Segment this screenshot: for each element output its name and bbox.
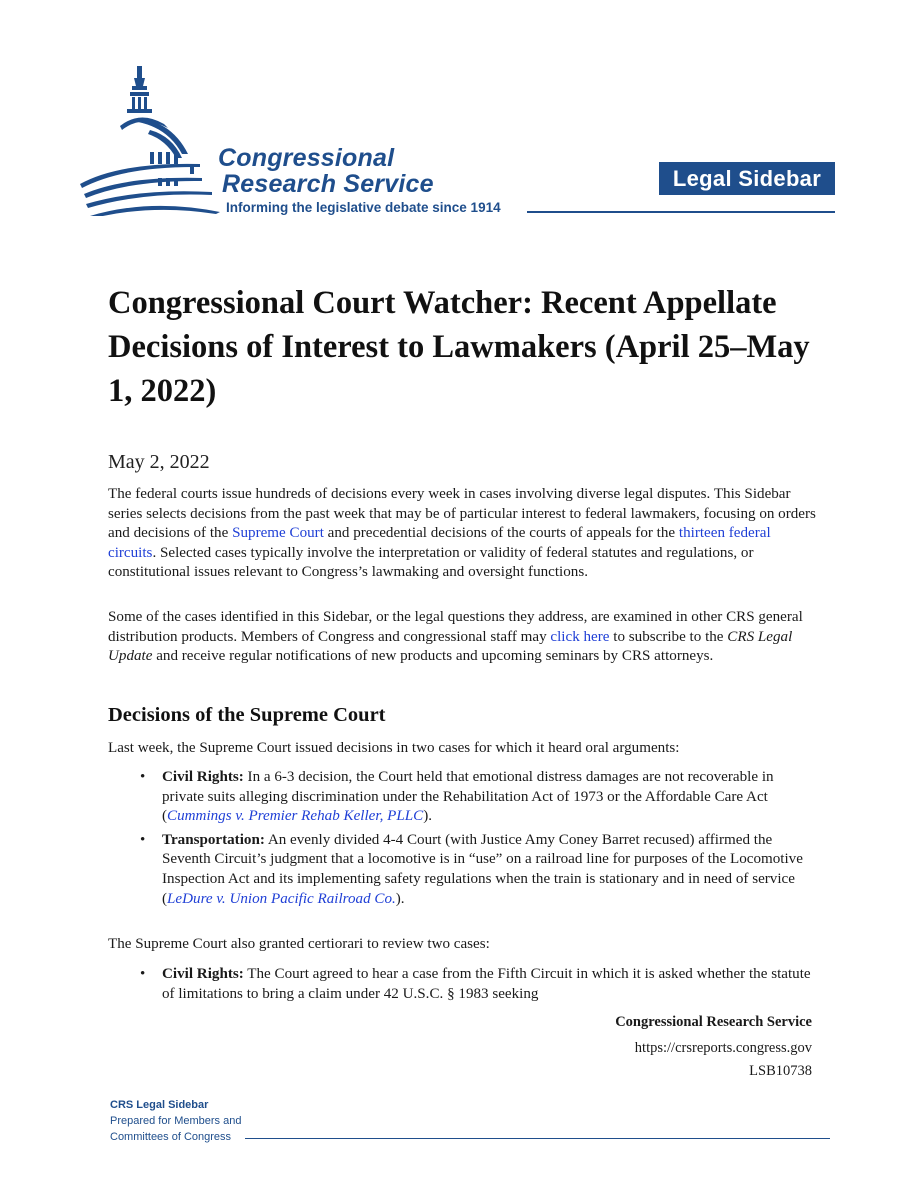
item-text: An evenly divided 4-4 Court (with Justice Amy Coney Barret recused) affirmed the Seventh Circuit’s judgment that a locomotive is in “use” on a railroad line for purposes of the Locomotive Inspection Act and its implementing safety regulations when the train is stationary and in need of service (	[162, 831, 803, 907]
footer-org: Congressional Research Service	[615, 1014, 812, 1030]
sidebar-committees-line: Committees of Congress	[110, 1131, 232, 1143]
bullet-icon: •	[140, 831, 146, 848]
subscription-text-3: and receive regular notifications of new products and upcoming seminars by CRS attorneys.	[152, 648, 714, 665]
federal-circuits-link[interactable]: thirteen federal circuits	[108, 525, 771, 561]
list-item	[108, 768, 818, 827]
footer-report-id: LSB10738	[749, 1063, 812, 1079]
item-text-end: ).	[423, 808, 433, 825]
intro-paragraph	[108, 485, 818, 583]
org-name-line-1: Congressional	[218, 144, 395, 172]
certiorari-intro: The Supreme Court also granted certiorari to review two cases:	[108, 936, 490, 952]
item-label: Civil Rights:	[162, 769, 244, 785]
sidebar-label: CRS Legal Sidebar	[110, 1099, 209, 1111]
subscription-text-2: to subscribe to the	[609, 628, 728, 645]
capitol-dome-logo-icon	[80, 66, 225, 216]
intro-text-2: and precedential decisions of the courts of appeals for the	[323, 525, 679, 542]
crs-legal-update-title: CRS Legal Update	[108, 628, 793, 665]
bullet-icon: •	[140, 966, 146, 982]
list-item	[108, 831, 818, 909]
bullet-icon: •	[140, 769, 146, 785]
document-date: May 2, 2022	[108, 451, 210, 473]
subscription-text-1: Some of the cases identified in this Sidebar, or the legal questions they address, are examined in other CRS general distribution products. Members of Congress and congressional staff may	[108, 609, 803, 645]
document-title: Congressional Court Watcher: Recent Appellate Decisions of Interest to Lawmakers (April 25–May 1, 2022)	[108, 285, 810, 409]
item-text: The Court agreed to hear a case from the Fifth Circuit in which it is asked whether the statute of limitations to bring a claim under 42 U.S.C. § 1983 seeking	[162, 966, 811, 1002]
item-text: In a 6-3 decision, the Court held that emotional distress damages are not recoverable in private suits alleging discrimination under the Rehabilitation Act of 1973 or the Affordable Care Act (	[162, 769, 774, 825]
footer-url[interactable]: https://crsreports.congress.gov	[634, 1040, 812, 1056]
list-item	[108, 965, 818, 1004]
case-link-cummings[interactable]: Cummings v. Premier Rehab Keller, PLLC	[167, 808, 424, 825]
item-label: Transportation:	[162, 831, 265, 848]
decisions-list	[108, 768, 818, 913]
intro-text-3: . Selected cases typically involve the interpretation or validity of federal statutes and regulations, or constitutional issues relevant to Congress’s lawmaking and oversight functions.	[108, 544, 754, 581]
supreme-court-link[interactable]: Supreme Court	[232, 525, 324, 542]
section-heading: Decisions of the Supreme Court	[108, 704, 386, 726]
item-text-end: ).	[395, 890, 405, 907]
item-label: Civil Rights:	[162, 966, 244, 982]
org-name-line-2: Research Service	[222, 170, 434, 198]
sidebar-prepared-line: Prepared for Members and	[110, 1115, 242, 1127]
org-tagline: Informing the legislative debate since 1914	[226, 200, 501, 215]
subscription-paragraph	[108, 608, 818, 667]
footer-divider	[245, 1138, 830, 1139]
legal-sidebar-badge: Legal Sidebar	[659, 162, 835, 195]
decisions-intro: Last week, the Supreme Court issued decisions in two cases for which it heard oral arguments:	[108, 740, 680, 756]
click-here-link[interactable]: click here	[550, 628, 610, 645]
certiorari-list	[108, 965, 818, 1008]
intro-text-1: The federal courts issue hundreds of decisions every week in cases involving diverse legal disputes. This Sidebar series selects decisions from the past week that may be of particular interest to federal lawmakers, focusing on orders and decisions of the	[108, 486, 816, 542]
header-divider	[527, 211, 835, 213]
case-link-ledure[interactable]: LeDure v. Union Pacific Railroad Co.	[167, 890, 396, 907]
